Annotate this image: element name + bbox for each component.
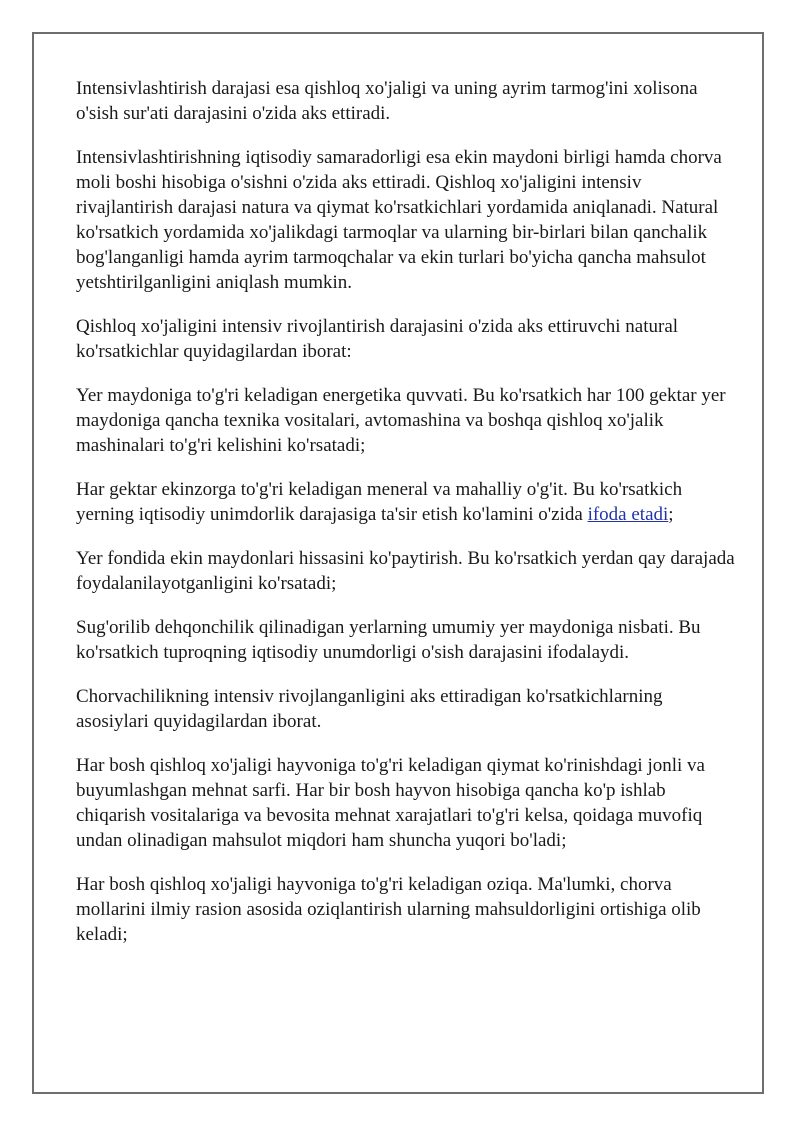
paragraph-5 bbox=[76, 477, 736, 527]
paragraph-3: Qishloq xo'jaligini intensiv rivojlantirish darajasini o'zida aks ettiruvchi natural ko'rsatkichlar quyidagilardan iborat: bbox=[76, 316, 679, 362]
paragraph-2: Intensivlashtirishning iqtisodiy samaradorligi esa ekin maydoni birligi hamda chorva moli boshi hisobiga o'sishni o'zida aks ettiradi. Qishloq xo'jaligini intensiv rivajlantirish darajasi natura va qiymat ko'rsatkichlari yordamida aniqlanadi. Natural ko'rsatkich yordamida xo'jalikdagi tarmoqlar va ularning bir-birlari bilan qanchalik bog'langanligi hamda ayrim tarmoqchalar va ekin turlari bo'yicha qancha mahsulot yetshtirilganligini aniqlash mumkin. bbox=[76, 147, 722, 293]
document-body bbox=[76, 76, 736, 966]
paragraph-9: Har bosh qishloq xo'jaligi hayvoniga to'g'ri keladigan qiymat ko'rinishdagi jonli va buyumlashgan mehnat sarfi. Har bir bosh hayvon hisobiga qancha ko'p ishlab chiqarish vositalariga va bevosita mehnat xarajatlari to'g'ri kelsa, qoidaga muvofiq undan olinadigan mahsulot miqdori ham shuncha yuqori bo'ladi; bbox=[76, 755, 705, 851]
paragraph-1: Intensivlashtirish darajasi esa qishloq xo'jaligi va uning ayrim tarmog'ini xolisona o'sish sur'ati darajasini o'zida aks ettiradi. bbox=[76, 78, 698, 124]
ifoda-etadi-link[interactable]: ifoda etadi bbox=[587, 504, 669, 525]
paragraph-10: Har bosh qishloq xo'jaligi hayvoniga to'g'ri keladigan oziqa. Ma'lumki, chorva mollarini ilmiy rasion asosida oziqlantirish ularning mahsuldorligini ortishiga olib keladi; bbox=[76, 874, 701, 945]
paragraph-7: Sug'orilib dehqonchilik qilinadigan yerlarning umumiy yer maydoniga nisbati. Bu ko'rsatkich tuproqning iqtisodiy unumdorligi o'sish darajasini ifodalaydi. bbox=[76, 617, 701, 663]
paragraph-4: Yer maydoniga to'g'ri keladigan energetika quvvati. Bu ko'rsatkich har 100 gektar yer maydoniga qancha texnika vositalari, avtomashina va boshqa qishloq xo'jalik mashinalari to'g'ri kelishini ko'rsatadi; bbox=[76, 385, 726, 456]
paragraph-8: Chorvachilikning intensiv rivojlanganligini aks ettiradigan ko'rsatkichlarning asosiylari quyidagilardan iborat. bbox=[76, 686, 663, 732]
paragraph-5-end: ; bbox=[668, 504, 674, 525]
paragraph-6: Yer fondida ekin maydonlari hissasini ko'paytirish. Bu ko'rsatkich yerdan qay darajada foydalanilayotganligini ko'rsatadi; bbox=[76, 548, 735, 594]
paragraph-5-text: Har gektar ekinzorga to'g'ri keladigan meneral va mahalliy o'g'it. Bu ko'rsatkich yerning iqtisodiy unimdorlik darajasiga ta'sir etish ko'lamini o'zida bbox=[76, 479, 683, 525]
